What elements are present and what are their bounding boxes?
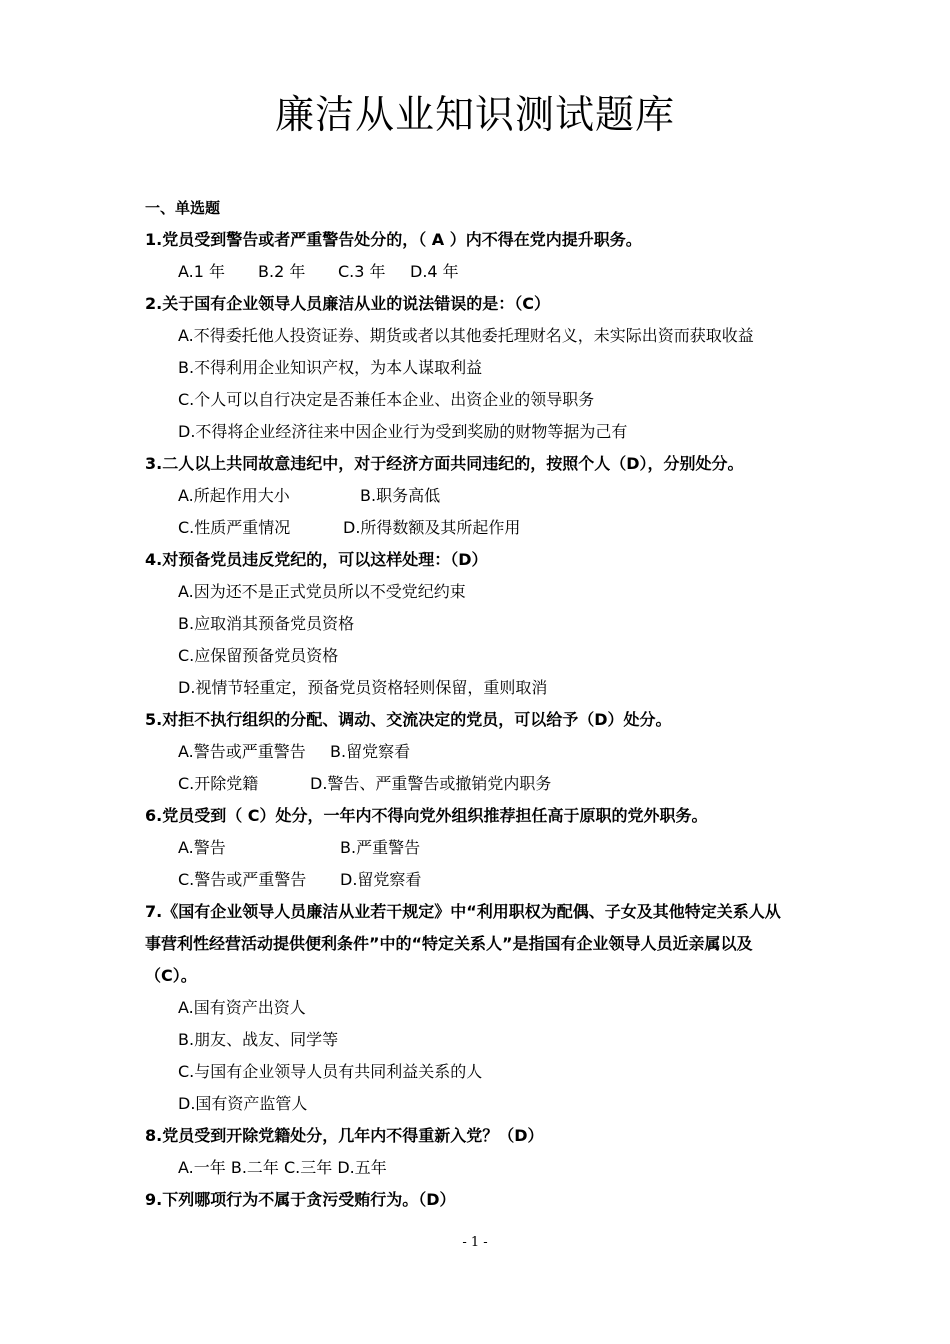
option-c: C.性质严重情况 bbox=[178, 518, 291, 537]
question-6: 6.党员受到（ C）处分，一年内不得向党外组织推荐担任高于原职的党外职务。 bbox=[145, 806, 708, 825]
option-b: B.职务高低 bbox=[360, 486, 441, 505]
document-title: 廉洁从业知识测试题库 bbox=[274, 93, 675, 138]
question-6-options-row-2 bbox=[145, 864, 835, 896]
question-5: 5.对拒不执行组织的分配、调动、交流决定的党员，可以给予（D）处分。 bbox=[145, 710, 672, 729]
section-heading: 一、单选题 bbox=[145, 199, 221, 217]
question-7-line-1: 7.《国有企业领导人员廉洁从业若干规定》中“利用职权为配偶、子女及其他特定关系人从 bbox=[145, 902, 781, 921]
option-a: A.警告 bbox=[178, 838, 226, 857]
question-2: 2.关于国有企业领导人员廉洁从业的说法错误的是：（C） bbox=[145, 294, 550, 313]
option-b: B.严重警告 bbox=[340, 838, 421, 857]
question-5-options-row-1 bbox=[145, 736, 835, 768]
option-d: D.视情节轻重定，预备党员资格轻则保留，重则取消 bbox=[178, 678, 548, 697]
option-c: C.开除党籍 bbox=[178, 774, 259, 793]
option-b: B.留党察看 bbox=[330, 742, 411, 761]
option-c: C.3 年 bbox=[338, 262, 386, 281]
question-7-line-3: （C）。 bbox=[145, 966, 197, 985]
option-d: D.警告、严重警告或撤销党内职务 bbox=[310, 774, 552, 793]
question-6-options-row-1 bbox=[145, 832, 835, 864]
option-a: A.1 年 bbox=[178, 262, 226, 281]
option-c: C.个人可以自行决定是否兼任本企业、出资企业的领导职务 bbox=[178, 390, 595, 409]
question-3: 3.二人以上共同故意违纪中，对于经济方面共同违纪的，按照个人（D），分别处分。 bbox=[145, 454, 744, 473]
option-c: C.与国有企业领导人员有共同利益关系的人 bbox=[178, 1062, 483, 1081]
question-5-options-row-2 bbox=[145, 768, 835, 800]
option-a: A.警告或严重警告 bbox=[178, 742, 306, 761]
option-a: A.所起作用大小 bbox=[178, 486, 290, 505]
question-1: 1.党员受到警告或者严重警告处分的，（ A ）内不得在党内提升职务。 bbox=[145, 230, 642, 249]
option-d: D.所得数额及其所起作用 bbox=[343, 518, 521, 537]
option-b: B.朋友、战友、同学等 bbox=[178, 1030, 339, 1049]
question-3-options-row-1 bbox=[145, 480, 835, 512]
option-d: D.4 年 bbox=[410, 262, 459, 281]
option-a: A.不得委托他人投资证券、期货或者以其他委托理财名义，未实际出资而获取收益 bbox=[178, 326, 754, 345]
question-8: 8.党员受到开除党籍处分，几年内不得重新入党？（D） bbox=[145, 1126, 544, 1145]
option-a: A.国有资产出资人 bbox=[178, 998, 306, 1017]
option-d: D.不得将企业经济往来中因企业行为受到奖励的财物等据为己有 bbox=[178, 422, 628, 441]
question-list bbox=[145, 196, 835, 1216]
option-b: B.不得利用企业知识产权，为本人谋取利益 bbox=[178, 358, 483, 377]
option-b: B.2 年 bbox=[258, 262, 306, 281]
option-c: C.应保留预备党员资格 bbox=[178, 646, 339, 665]
option-d: D.国有资产监管人 bbox=[178, 1094, 308, 1113]
question-4: 4.对预备党员违反党纪的，可以这样处理：（D） bbox=[145, 550, 488, 569]
option-c: C.警告或严重警告 bbox=[178, 870, 307, 889]
page-number: - 1 - bbox=[462, 1235, 488, 1250]
question-9: 9.下列哪项行为不属于贪污受贿行为。（D） bbox=[145, 1190, 456, 1209]
question-8-options: A.一年 B.二年 C.三年 D.五年 bbox=[178, 1158, 387, 1177]
option-a: A.因为还不是正式党员所以不受党纪约束 bbox=[178, 582, 466, 601]
question-1-options bbox=[145, 256, 835, 288]
option-b: B.应取消其预备党员资格 bbox=[178, 614, 355, 633]
question-7-line-2: 事营利性经营活动提供便利条件”中的“特定关系人”是指国有企业领导人员近亲属以及 bbox=[145, 934, 753, 953]
question-3-options-row-2 bbox=[145, 512, 835, 544]
option-d: D.留党察看 bbox=[340, 870, 422, 889]
